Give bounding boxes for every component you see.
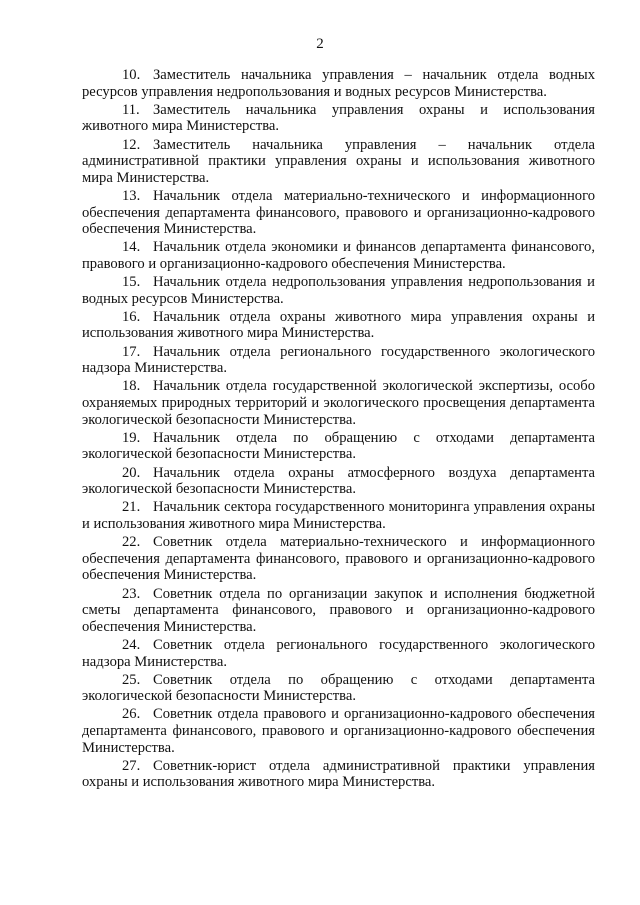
item-number: 24. xyxy=(122,636,141,653)
list-item xyxy=(82,534,595,584)
item-text: Заместитель начальника управления охраны и использования животного мира Министерства. xyxy=(82,101,595,135)
item-text: Советник отдела по обращению с отходами департамента экологической безопасности Министерства. xyxy=(82,671,595,705)
item-text: Заместитель начальника управления – начальник отдела водных ресурсов управления недропользования и водных ресурсов Министерства. xyxy=(82,67,595,100)
list-item xyxy=(82,758,595,791)
item-number: 18. xyxy=(122,378,141,395)
list-item xyxy=(82,430,595,463)
item-number: 12. xyxy=(122,136,141,153)
item-number: 22. xyxy=(122,534,141,551)
page-number: 2 xyxy=(316,36,324,52)
list-item xyxy=(82,102,595,135)
item-text: Начальник отдела охраны животного мира управления охраны и использования животного мира Министерства. xyxy=(82,308,595,342)
item-text: Начальник отдела экономики и финансов департамента финансового, правового и организационно-кадрового обеспечения Министерства. xyxy=(82,239,595,272)
list-item xyxy=(82,309,595,342)
item-text: Советник-юрист отдела административной практики управления охраны и использования животного мира Министерства. xyxy=(82,757,595,791)
position-list xyxy=(82,67,595,793)
item-text: Начальник отдела материально-технического и информационного обеспечения департамента финансового, правового и организационно-кадрового обеспечения Министерства. xyxy=(82,187,595,238)
item-number: 15. xyxy=(122,274,141,291)
item-number: 14. xyxy=(122,239,141,256)
list-item xyxy=(82,637,595,670)
list-item xyxy=(82,344,595,377)
item-text: Начальник отдела регионального государственного экологического надзора Министерства. xyxy=(82,343,595,377)
list-item xyxy=(82,586,595,636)
list-item xyxy=(82,67,595,100)
item-text: Советник отдела материально-технического и информационного обеспечения департамента финансового, правового и организационно-кадрового обеспечения Министерства. xyxy=(82,534,595,584)
item-number: 21. xyxy=(122,499,141,516)
item-number: 20. xyxy=(122,464,141,481)
item-number: 11. xyxy=(122,101,140,118)
item-number: 10. xyxy=(122,67,141,83)
list-item xyxy=(82,137,595,187)
item-number: 23. xyxy=(122,585,141,602)
item-number: 26. xyxy=(122,706,141,723)
item-text: Заместитель начальника управления – начальник отдела административной практики управления охраны и использования животного мира Министерства. xyxy=(82,136,595,186)
item-text: Начальник отдела охраны атмосферного воздуха департамента экологической безопасности Министерства. xyxy=(82,464,595,498)
item-text: Советник отдела регионального государственного экологического надзора Министерства. xyxy=(82,636,595,670)
item-number: 13. xyxy=(122,187,141,204)
item-number: 17. xyxy=(122,343,141,360)
item-text: Начальник отдела по обращению с отходами департамента экологической безопасности Министерства. xyxy=(82,429,595,463)
list-item xyxy=(82,499,595,532)
item-text: Начальник сектора государственного мониторинга управления охраны и использования животного мира Министерства. xyxy=(82,499,595,532)
item-text: Советник отдела правового и организационно-кадрового обеспечения департамента финансового, правового и организационно-кадрового обеспечения Министерства. xyxy=(82,706,595,756)
list-item xyxy=(82,274,595,307)
item-text: Начальник отдела государственной экологической экспертизы, особо охраняемых природных территорий и экологического просвещения департамента экологической безопасности Министерства. xyxy=(82,378,595,428)
item-number: 19. xyxy=(122,429,141,446)
list-item xyxy=(82,672,595,705)
list-item xyxy=(82,706,595,756)
list-item xyxy=(82,188,595,238)
list-item xyxy=(82,239,595,272)
list-item xyxy=(82,378,595,428)
list-item xyxy=(82,465,595,498)
item-number: 16. xyxy=(122,308,141,325)
item-text: Начальник отдела недропользования управления недропользования и водных ресурсов Министерства. xyxy=(82,274,595,307)
item-number: 27. xyxy=(122,757,141,774)
item-text: Советник отдела по организации закупок и исполнения бюджетной сметы департамента финансового, правового и организационно-кадрового обеспечения Министерства. xyxy=(82,585,595,635)
item-number: 25. xyxy=(122,671,141,688)
